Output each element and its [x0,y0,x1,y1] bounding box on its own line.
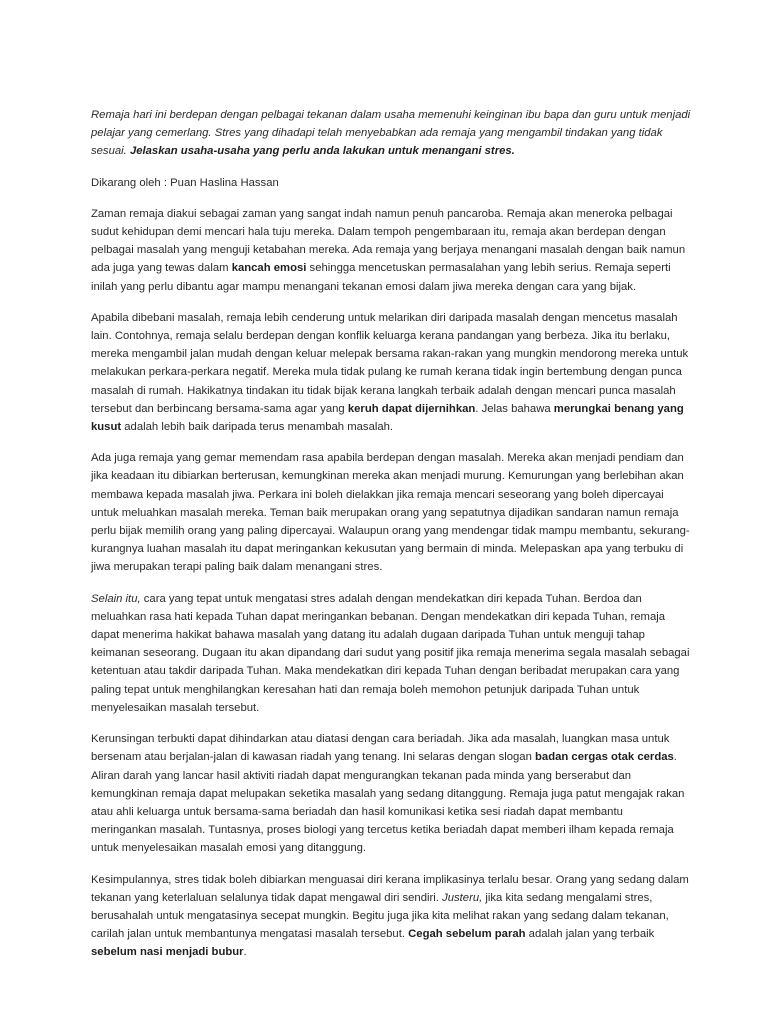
highlight-phrase: sebelum nasi menjadi bubur [91,946,244,959]
connector-phrase: Justeru, [442,891,483,904]
highlight-phrase: merungkai benang yang kusut [91,402,684,434]
prompt-task: Jelaskan usaha-usaha yang perlu anda lakukan untuk menangani stres. [129,145,515,158]
author-byline: Dikarang oleh : Puan Haslina Hassan [91,176,279,189]
highlight-phrase: badan cergas otak cerdas [535,751,674,764]
paragraph-conclusion: Kesimpulannya, stres tidak boleh dibiarkan menguasai diri kerana implikasinya terlalu besar. Orang yang sedang dalam tekanan yang keterlaluan selalunya tidak dapat mengawal diri sendiri. Justeru, jika kita sedang mengalami stres, berusahalah untuk mengatasinya secepat mungkin. Begitu juga jika kita melihat rakan yang sedang dalam tekanan, carilah jalan untuk membantunya mengatasi masalah tersebut. Cegah sebelum parah adalah jalan yang terbaik sebelum nasi menjadi bubur. [91,873,689,959]
connector-phrase: Selain itu, [91,592,141,605]
essay-body [91,106,691,975]
paragraph-body-3: Selain itu, cara yang tepat untuk mengatasi stres adalah dengan mendekatkan diri kepada Tuhan. Berdoa dan meluahkan rasa hati kepada Tuhan dapat meringankan bebanan. Dengan mendekatkan diri kepada Tuhan, remaja dapat menerima hakikat bahawa masalah yang datang itu adalah dugaan daripada Tuhan untuk menguji tahap keimanan seseorang. Dugaan itu akan dipandang dari sudut yang positif jika remaja menerima segala masalah sebagai ketentuan atau takdir daripada Tuhan. Maka mendekatkan diri kepada Tuhan dengan beribadat merupakan cara yang paling tepat untuk menghilangkan keresahan hati dan remaja boleh memohon petunjuk daripada Tuhan untuk menyelesaikan masalah tersebut. [91,592,690,714]
prompt-text: Remaja hari ini berdepan dengan pelbagai tekanan dalam usaha memenuhi keinginan ibu bapa dan guru untuk menjadi pelajar yang cemerlang. Stres yang dihadapi telah menyebabkan ada remaja yang mengambil tindakan yang tidak sesuai. [91,109,691,158]
highlight-phrase: kancah emosi [231,262,307,275]
essay-prompt [91,106,691,161]
paragraph-body-4: Kerunsingan terbukti dapat dihindarkan atau diatasi dengan cara beriadah. Jika ada masalah, luangkan masa untuk bersenam atau berjalan-jalan di kawasan riadah yang tenang. Ini selaras dengan slogan badan cergas otak cerdas. Aliran darah yang lancar hasil aktiviti riadah dapat mengurangkan tekanan pada minda yang berserabut dan kemungkinan remaja dapat melupakan seketika masalah yang sedang ditanggung. Remaja juga patut mengajak rakan atau ahli keluarga untuk bersama-sama beriadah dan hasil komunikasi ketika sesi riadah dapat membantu meringankan masalah. Tuntasnya, proses biologi yang tercetus ketika beriadah dapat memberi ilham kepada remaja untuk menyelesaikan masalah emosi yang ditanggung. [91,733,685,855]
paragraph-body-1: Apabila dibebani masalah, remaja lebih cenderung untuk melarikan diri daripada masalah dengan mencetus masalah lain. Contohnya, remaja selalu berdepan dengan konflik keluarga kerana pandangan yang berbeza. Jika itu berlaku, mereka mengambil jalan mudah dengan keluar melepak bersama rakan-rakan yang mungkin mendorong mereka untuk melakukan perkara-perkara negatif. Mereka mula tidak pulang ke rumah kerana tidak ingin bertembung dengan punca masalah di rumah. Hakikatnya tindakan itu tidak bijak kerana langkah terbaik adalah dengan mencari punca masalah tersebut dan berbincang bersama-sama agar yang keruh dapat dijernihkan. Jelas bahawa merungkai benang yang kusut adalah lebih baik daripada terus menambah masalah. [91,311,689,434]
highlight-phrase: Cegah sebelum parah [408,928,526,941]
paragraph-introduction: Zaman remaja diakui sebagai zaman yang sangat indah namun penuh pancaroba. Remaja akan meneroka pelbagai sudut kehidupan demi mencari hala tuju mereka. Dalam tempoh pengembaraan itu, remaja akan berdepan dengan pelbagai masalah yang menguji ketabahan mereka. Ada remaja yang berjaya menangani masalah dengan baik namun ada juga yang tewas dalam kancah emosi sehingga mencetuskan permasalahan yang lebih serius. Remaja seperti inilah yang perlu dibantu agar mampu menangani tekanan emosi dalam jiwa mereka dengan cara yang bijak. [91,207,686,293]
paragraph-body-2: Ada juga remaja yang gemar memendam rasa apabila berdepan dengan masalah. Mereka akan menjadi pendiam dan jika keadaan itu dibiarkan berterusan, kemungkinan mereka akan menjadi murung. Kemurungan yang berlebihan akan membawa kepada masalah jiwa. Perkara ini boleh dielakkan jika remaja mencari seseorang yang boleh dipercayai untuk meluahkan masalah mereka. Teman baik merupakan orang yang sepatutnya dijadikan sandaran namun remaja perlu bijak memilih orang yang paling dipercayai. Walaupun orang yang mendengar tidak mampu membantu, sekurang-kurangnya luahan masalah itu dapat meringankan kekusutan yang bermain di minda. Melepaskan apa yang terbuku di jiwa merupakan terapi paling baik dalam menangani stres. [91,452,690,574]
highlight-phrase: keruh dapat dijernihkan [347,402,476,415]
